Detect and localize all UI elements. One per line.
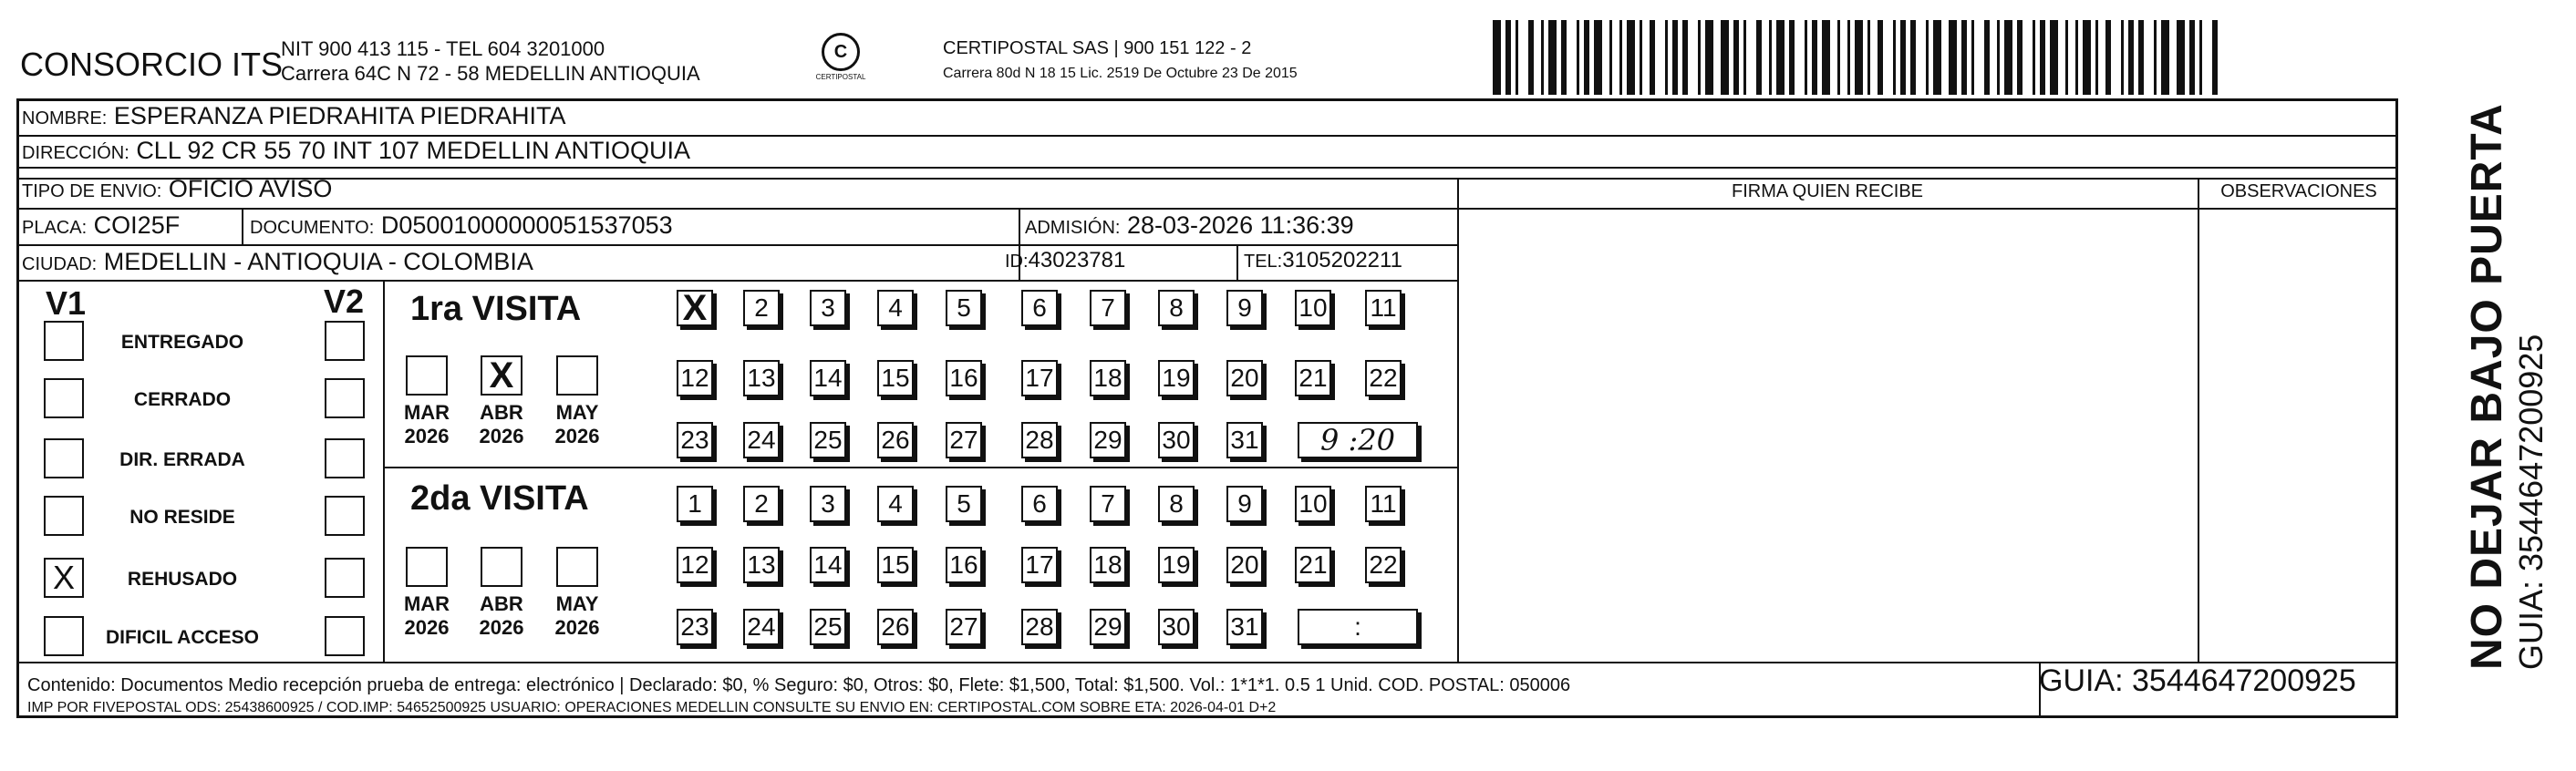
visit2-day-16[interactable]: 16 [946, 547, 982, 583]
visit1-month-checkbox[interactable] [406, 355, 448, 396]
id-label: ID: [1005, 252, 1029, 272]
v2-checkbox[interactable] [325, 438, 365, 478]
placa-label: PLACA: [22, 218, 88, 238]
barcode-bar [1867, 20, 1870, 95]
barcode-bar [1933, 20, 1941, 95]
visit1-day-15[interactable]: 15 [877, 360, 914, 396]
field-documento [250, 211, 673, 240]
barcode-bar [2189, 20, 2195, 95]
barcode-bar [1805, 20, 1807, 95]
barcode-bar [1789, 20, 1795, 95]
barcode-bar [1650, 20, 1655, 95]
visit1-month-checkbox[interactable]: X [481, 355, 522, 396]
visit2-month-name: MAR [403, 592, 450, 615]
barcode-bar [1541, 20, 1544, 95]
visit2-day-31[interactable]: 31 [1226, 609, 1263, 645]
courier-line: CERTIPOSTAL SAS | 900 151 122 - 2 [943, 38, 1252, 58]
field-ciudad [22, 248, 533, 276]
visit2-day-17[interactable]: 17 [1021, 547, 1058, 583]
visit1-month-name: MAY [555, 401, 599, 424]
visit1-day-7[interactable]: 7 [1090, 290, 1126, 326]
placa-value: COI25F [93, 211, 181, 239]
visit1-day-22[interactable]: 22 [1365, 360, 1402, 396]
visit1-day-9[interactable]: 9 [1226, 290, 1263, 326]
barcode-bar [1961, 20, 1967, 95]
visit2-day-9[interactable]: 9 [1226, 486, 1263, 522]
barcode-bar [2121, 20, 2124, 95]
tel-label: TEL: [1244, 252, 1283, 272]
barcode-bar [2004, 20, 2012, 95]
visit2-day-6[interactable]: 6 [1021, 486, 1058, 522]
visit2-month-checkbox[interactable] [481, 547, 522, 587]
barcode-bar [1577, 20, 1579, 95]
row-divider [383, 467, 1457, 468]
visit2-day-23[interactable]: 23 [677, 609, 713, 645]
row-divider [16, 178, 2398, 180]
visit1-day-21[interactable]: 21 [1295, 360, 1331, 396]
tel-value: 3105202211 [1282, 248, 1402, 272]
direccion-value: CLL 92 CR 55 70 INT 107 MEDELLIN ANTIOQUIA [136, 137, 691, 164]
visit2-day-8[interactable]: 8 [1158, 486, 1195, 522]
visit2-month-checkbox[interactable] [556, 547, 598, 587]
visit2-day-24[interactable]: 24 [743, 609, 780, 645]
v1-checkbox[interactable]: X [44, 558, 84, 598]
barcode-bar [1769, 20, 1772, 95]
status-label: DIFICIL ACCESO [105, 627, 259, 648]
barcode-bar [1721, 20, 1729, 95]
barcode-bar [1812, 20, 1817, 95]
barcode-bar [1627, 20, 1635, 95]
visit1-day-23[interactable]: 23 [677, 422, 713, 458]
ciudad-value: MEDELLIN - ANTIOQUIA - COLOMBIA [103, 248, 533, 275]
visit2-day-1[interactable]: 1 [677, 486, 713, 522]
status-label: ENTREGADO [120, 332, 244, 353]
visit1-day-1[interactable]: X [677, 290, 713, 326]
visit2-month-year: 2026 [404, 616, 450, 639]
barcode-bar [1776, 20, 1785, 95]
status-label: REHUSADO [127, 569, 238, 590]
field-tel [1244, 248, 1402, 273]
barcode-bar [1561, 20, 1567, 95]
ciudad-label: CIUDAD: [22, 254, 98, 274]
barcode-bar [1733, 20, 1739, 95]
visit1-title: 1ra VISITA [410, 290, 582, 328]
barcode-bar [1672, 20, 1678, 95]
visit2-day-18[interactable]: 18 [1090, 547, 1126, 583]
visit1-day-14[interactable]: 14 [810, 360, 846, 396]
barcode-bar [1698, 20, 1701, 95]
visit1-month-year: 2026 [479, 425, 524, 447]
visit2-day-27[interactable]: 27 [946, 609, 982, 645]
side-guia: GUIA: 3544647200925 [2512, 334, 2550, 670]
tipo-label: TIPO DE ENVIO: [22, 181, 162, 201]
barcode-bar [2105, 20, 2111, 95]
visit2-month-name: ABR [480, 592, 523, 615]
barcode-bar [1878, 20, 1883, 95]
visit1-day-8[interactable]: 8 [1158, 290, 1195, 326]
visit1-day-4[interactable]: 4 [877, 290, 914, 326]
visit2-day-29[interactable]: 29 [1090, 609, 1126, 645]
logo-icon: C [822, 33, 860, 71]
barcode-bar [2154, 20, 2157, 95]
footer-guia: GUIA: 3544647200925 [2039, 663, 2356, 698]
visit2-day-14[interactable]: 14 [810, 547, 846, 583]
visit1-day-18[interactable]: 18 [1090, 360, 1126, 396]
barcode-bar [1837, 20, 1840, 95]
barcode-bar [1900, 20, 1906, 95]
visit1-day-3[interactable]: 3 [810, 290, 846, 326]
footer-print-line: IMP POR FIVEPOSTAL ODS: 25438600925 / COD.IMP: 54652500925 USUARIO: OPERACIONES MEDELLIN CONSULTE SU ENVIO EN: CERTIPOSTAL.COM SOBRE ETA: 2026-04-01 D+2 [27, 700, 1277, 715]
barcode-bar [1682, 20, 1688, 95]
v1-header: V1 [46, 284, 87, 322]
barcode-bar [2075, 20, 2078, 95]
barcode-bar [1984, 20, 1990, 95]
barcode-bar [1743, 20, 1746, 95]
field-placa [22, 211, 180, 240]
barcode-bar [1548, 20, 1557, 95]
visit2-day-11[interactable]: 11 [1365, 486, 1402, 522]
visit1-day-12[interactable]: 12 [677, 360, 713, 396]
company-info [281, 36, 700, 86]
visit1-day-26[interactable]: 26 [877, 422, 914, 458]
company-name: CONSORCIO ITS [20, 46, 284, 83]
field-nombre [22, 102, 565, 130]
barcode-bar [2095, 20, 2098, 95]
visit1-day-6[interactable]: 6 [1021, 290, 1058, 326]
visit2-day-19[interactable]: 19 [1158, 547, 1195, 583]
visit1-time-field[interactable]: 9 :20 [1298, 422, 1418, 458]
col-divider [242, 208, 243, 244]
barcode-bar [1855, 20, 1863, 95]
observaciones-header: OBSERVACIONES [2220, 181, 2377, 201]
v2-checkbox[interactable] [325, 378, 365, 418]
visit2-day-10[interactable]: 10 [1295, 486, 1331, 522]
visit2-title: 2da VISITA [410, 479, 589, 518]
visit2-month-checkbox[interactable] [406, 547, 448, 587]
v2-header: V2 [324, 283, 365, 320]
barcode-bar [2033, 20, 2035, 95]
visit2-day-15[interactable]: 15 [877, 547, 914, 583]
tipo-value: OFICIO AVISO [168, 175, 333, 202]
v2-checkbox[interactable] [325, 496, 365, 536]
row-divider [16, 208, 1457, 210]
barcode-bar [2138, 20, 2144, 95]
barcode-bar [1528, 20, 1534, 95]
visit1-day-17[interactable]: 17 [1021, 360, 1058, 396]
barcode-bar [2199, 20, 2202, 95]
observations-area[interactable] [2199, 210, 2396, 660]
visit2-day-22[interactable]: 22 [1365, 547, 1402, 583]
documento-label: DOCUMENTO: [250, 218, 375, 238]
barcode-bar [2083, 20, 2091, 95]
barcode-bar [1705, 20, 1713, 95]
visit2-day-7[interactable]: 7 [1090, 486, 1126, 522]
visit1-day-28[interactable]: 28 [1021, 422, 1058, 458]
nombre-label: NOMBRE: [22, 108, 108, 128]
barcode-bar [1594, 20, 1602, 95]
visit1-day-13[interactable]: 13 [743, 360, 780, 396]
visit2-month-year: 2026 [479, 616, 524, 639]
visit1-month-name: ABR [480, 401, 523, 424]
barcode-bar [1949, 20, 1957, 95]
row-divider [16, 280, 1457, 282]
v2-checkbox[interactable] [325, 558, 365, 598]
documento-value: D05001000000051537053 [380, 211, 673, 239]
visit1-month-year: 2026 [404, 425, 450, 447]
visit1-day-16[interactable]: 16 [946, 360, 982, 396]
barcode-bar [1493, 20, 1501, 95]
col-divider [383, 280, 385, 662]
visit1-day-30[interactable]: 30 [1158, 422, 1195, 458]
visit2-month-name: MAY [555, 592, 599, 615]
visit1-day-19[interactable]: 19 [1158, 360, 1195, 396]
visit1-day-11[interactable]: 11 [1365, 290, 1402, 326]
direccion-label: DIRECCIÓN: [22, 143, 129, 163]
barcode-bar [1926, 20, 1929, 95]
visit1-day-25[interactable]: 25 [810, 422, 846, 458]
visit1-day-31[interactable]: 31 [1226, 422, 1263, 458]
admision-value: 28-03-2026 11:36:39 [1126, 211, 1354, 239]
visit2-day-28[interactable]: 28 [1021, 609, 1058, 645]
visit1-day-24[interactable]: 24 [743, 422, 780, 458]
visit2-day-26[interactable]: 26 [877, 609, 914, 645]
logo-label: CERTIPOSTAL [815, 73, 866, 81]
barcode-bar [1665, 20, 1668, 95]
visit2-day-13[interactable]: 13 [743, 547, 780, 583]
visit2-time-field[interactable]: : [1298, 609, 1418, 645]
barcode-bar [1609, 20, 1612, 95]
barcode-bar [1756, 20, 1762, 95]
visit1-month-checkbox[interactable] [556, 355, 598, 396]
v2-checkbox[interactable] [325, 616, 365, 656]
nit-line: NIT 900 413 115 - TEL 604 3201000 [281, 37, 605, 60]
barcode-bar [1640, 20, 1642, 95]
certipostal-logo [813, 33, 868, 87]
row-divider [16, 167, 2398, 169]
signature-area[interactable] [1459, 210, 2196, 660]
status-label: DIR. ERRADA [119, 449, 245, 470]
nombre-value: ESPERANZA PIEDRAHITA PIEDRAHITA [113, 102, 566, 129]
company-address: Carrera 64C N 72 - 58 MEDELLIN ANTIOQUIA [281, 62, 700, 85]
barcode-bar [1619, 20, 1622, 95]
barcode-bar [2212, 20, 2218, 95]
visit1-month-year: 2026 [554, 425, 600, 447]
barcode-bar [1822, 20, 1830, 95]
visit2-day-5[interactable]: 5 [946, 486, 982, 522]
id-value: 43023781 [1028, 248, 1126, 272]
barcode-bar [1516, 20, 1518, 95]
footer-content-line: Contenido: Documentos Medio recepción prueba de entrega: electrónico | Declarado: $0, % Seguro: $0, Otros: $0, Flete: $1,500, Total: $1,500. Vol.: 1*1*1. 0.5 1 Unid. COD. POSTAL: 050006 [27, 675, 1571, 695]
visit2-day-30[interactable]: 30 [1158, 609, 1195, 645]
barcode-bar [2040, 20, 2045, 95]
visit1-day-5[interactable]: 5 [946, 290, 982, 326]
status-label: NO RESIDE [129, 507, 235, 528]
field-direccion [22, 137, 690, 165]
barcode-bar [1910, 20, 1916, 95]
visit1-day-10[interactable]: 10 [1295, 290, 1331, 326]
visit2-day-12[interactable]: 12 [677, 547, 713, 583]
barcode-bar [2177, 20, 2185, 95]
visit2-month-year: 2026 [554, 616, 600, 639]
barcode-bar [2128, 20, 2134, 95]
barcode-bar [1997, 20, 2000, 95]
field-tipo-envio [22, 175, 332, 203]
visit1-month-name: MAR [403, 401, 450, 424]
barcode [1493, 20, 2222, 95]
barcode-bar [2065, 20, 2068, 95]
barcode-bar [1971, 20, 1974, 95]
status-label: CERRADO [133, 389, 232, 410]
barcode-bar [1847, 20, 1850, 95]
admision-label: ADMISIÓN: [1025, 218, 1121, 238]
barcode-bar [2017, 20, 2023, 95]
visit2-day-2[interactable]: 2 [743, 486, 780, 522]
courier-info [943, 36, 1298, 86]
visit2-day-4[interactable]: 4 [877, 486, 914, 522]
visit2-day-20[interactable]: 20 [1226, 547, 1263, 583]
barcode-bar [1584, 20, 1589, 95]
v2-checkbox[interactable] [325, 321, 365, 361]
col-divider [1236, 244, 1238, 280]
firma-header: FIRMA QUIEN RECIBE [1731, 181, 1924, 201]
visit2-day-21[interactable]: 21 [1295, 547, 1331, 583]
visit1-day-27[interactable]: 27 [946, 422, 982, 458]
barcode-bar [1893, 20, 1896, 95]
side-notice [2462, 103, 2550, 670]
courier-license: Carrera 80d N 18 15 Lic. 2519 De Octubre 23 De 2015 [943, 66, 1298, 81]
visit1-day-29[interactable]: 29 [1090, 422, 1126, 458]
visit1-day-20[interactable]: 20 [1226, 360, 1263, 396]
barcode-bar [1505, 20, 1511, 95]
barcode-bar [2161, 20, 2169, 95]
visit2-day-3[interactable]: 3 [810, 486, 846, 522]
row-divider [16, 244, 1457, 246]
barcode-bar [2050, 20, 2058, 95]
field-admision [1025, 211, 1354, 240]
field-id [1005, 248, 1125, 273]
no-dejar-warning: NO DEJAR BAJO PUERTA [2463, 103, 2511, 670]
visit2-day-25[interactable]: 25 [810, 609, 846, 645]
visit1-day-2[interactable]: 2 [743, 290, 780, 326]
